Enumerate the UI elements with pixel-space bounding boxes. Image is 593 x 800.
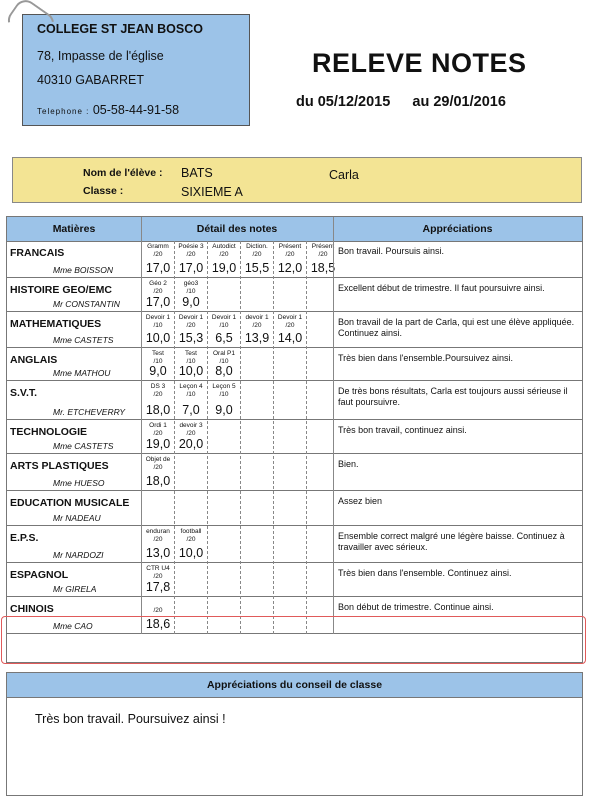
grade-scale: /20 <box>153 251 163 258</box>
table-row <box>7 278 582 312</box>
grade-label <box>143 599 173 615</box>
appreciation-text: Bien. <box>338 459 359 469</box>
teacher-name: Mr. ETCHEVERRY <box>53 407 126 417</box>
table-row <box>7 312 582 348</box>
grade-scale: /10 <box>219 391 229 398</box>
grade-scale: /20 <box>186 322 196 329</box>
table-row <box>7 381 582 420</box>
grade-value: 6,5 <box>215 331 233 345</box>
school-name: COLLEGE ST JEAN BOSCO <box>37 22 203 36</box>
page-title: RELEVE NOTES <box>312 48 527 78</box>
council-box <box>6 672 583 796</box>
header-subjects: Matières <box>52 223 96 235</box>
teacher-name: Mme HUESO <box>53 478 105 488</box>
grade-label-name: Présent <box>311 243 335 250</box>
table-row <box>7 420 582 454</box>
teacher-name: Mme CASTETS <box>53 441 114 451</box>
appreciation-text: Ensemble correct malgré une légère baisse. Continuez à travailler avec sérieux. <box>338 531 565 552</box>
grade-label <box>143 314 173 330</box>
grade-scale: /20 <box>186 430 196 437</box>
grade-label-name: devoir 3 <box>179 422 203 429</box>
grade-label-name: Devoir 1 <box>277 314 303 321</box>
grade-label <box>275 243 305 259</box>
teacher-name: Mr GIRELA <box>53 584 97 594</box>
phone-label: Telephone : <box>37 107 90 116</box>
grade-column-divider <box>240 241 241 634</box>
column-divider <box>141 217 142 634</box>
school-city: 40310 GABARRET <box>37 73 144 87</box>
subject-name: HISTOIRE GEO/EMC <box>10 284 112 296</box>
grade-scale: /10 <box>219 358 229 365</box>
subject-name: MATHEMATIQUES <box>10 318 102 330</box>
grade-label-name: Leçon 4 <box>179 383 203 390</box>
grade-value: 8,0 <box>215 364 233 378</box>
grade-label-name: Leçon 5 <box>212 383 236 390</box>
grade-value: 10,0 <box>178 546 204 560</box>
grade-value: 18,5 <box>310 261 336 275</box>
grade-label <box>176 314 206 330</box>
grade-column-divider <box>174 241 175 634</box>
grade-value: 17,0 <box>145 261 171 275</box>
grade-scale: /20 <box>153 288 163 295</box>
grade-scale: /20 <box>153 391 163 398</box>
grade-scale: /10 <box>153 322 163 329</box>
grade-value: 12,0 <box>277 261 303 275</box>
grade-column-divider <box>207 241 208 634</box>
subject-name: FRANCAIS <box>10 247 65 259</box>
grade-label-name: DS 3 <box>150 383 166 390</box>
council-text: Très bon travail. Poursuivez ainsi ! <box>35 712 226 726</box>
header-details: Détail des notes <box>196 223 278 235</box>
grade-label-name: enduran <box>146 528 170 535</box>
grade-value: 9,0 <box>215 403 233 417</box>
grade-value: 13,0 <box>145 546 171 560</box>
grade-label-name: Gramm <box>147 243 169 250</box>
grade-label <box>143 280 173 296</box>
grade-label-name: Test <box>152 350 164 357</box>
grade-label <box>176 280 206 296</box>
grades-table-header <box>7 217 582 242</box>
header-appreciations: Appréciations <box>422 223 493 235</box>
grade-label <box>209 383 239 399</box>
subject-name: EDUCATION MUSICALE <box>10 497 130 509</box>
period-from: du 05/12/2015 <box>296 94 391 110</box>
appreciation-text: Excellent début de trimestre. Il faut poursuivre ainsi. <box>338 283 545 293</box>
subject-name: ESPAGNOL <box>10 569 69 581</box>
grade-scale: /20 <box>318 251 328 258</box>
appreciation-text: Bon début de trimestre. Continue ainsi. <box>338 602 494 612</box>
grade-value: 15,5 <box>244 261 270 275</box>
grade-label-name: football <box>180 528 202 535</box>
grade-value: 10,0 <box>145 331 171 345</box>
appreciation-text: Bon travail. Poursuis ainsi. <box>338 246 445 256</box>
student-class-label: Classe : <box>83 185 124 197</box>
grade-label <box>143 383 173 399</box>
grade-scale: /20 <box>153 573 163 580</box>
grade-label-name: Présent <box>278 243 302 250</box>
teacher-name: Mr NADEAU <box>53 513 101 523</box>
subject-name: CHINOIS <box>10 603 54 615</box>
grade-scale: /20 <box>186 536 196 543</box>
column-divider <box>333 217 334 634</box>
grade-label-name: Oral P1 <box>212 350 236 357</box>
grade-scale: /20 <box>153 430 163 437</box>
table-row <box>7 491 582 526</box>
grade-label-name: Géo 2 <box>149 280 167 287</box>
grade-label <box>176 422 206 438</box>
grade-label-name: Devoir 1 <box>178 314 204 321</box>
grade-column-divider <box>306 241 307 634</box>
grade-scale: /10 <box>186 288 196 295</box>
grade-label <box>143 528 173 544</box>
teacher-name: Mme BOISSON <box>53 265 113 275</box>
grade-scale: /20 <box>153 607 163 614</box>
phone-number: 05-58-44-91-58 <box>92 103 180 117</box>
grade-label-name: Poésie 3 <box>178 243 204 250</box>
subject-name: TECHNOLOGIE <box>10 426 88 438</box>
appreciation-text: Très bon travail, continuez ainsi. <box>338 425 467 435</box>
appreciation-text: De très bons résultats, Carla est toujours aussi sérieuse il faut poursuivre. <box>338 386 568 407</box>
school-info-box <box>22 14 250 126</box>
subject-name: ANGLAIS <box>10 354 58 366</box>
grade-value: 18,0 <box>145 474 171 488</box>
table-row <box>7 526 582 563</box>
grade-label-name: géo3 <box>183 280 199 287</box>
appreciation-text: Bon travail de la part de Carla, qui est une élève appliquée. Continuez ainsi. <box>338 317 575 338</box>
teacher-name: Mr NARDOZI <box>53 550 104 560</box>
grade-label-name: Devoir 1 <box>211 314 237 321</box>
teacher-name: Mme CAO <box>53 621 93 631</box>
grade-label-name <box>143 599 173 607</box>
grade-label <box>143 243 173 259</box>
subject-name: E.P.S. <box>10 532 39 544</box>
grade-label-name: Objet de <box>145 456 171 463</box>
student-last-name: BATS <box>181 166 213 180</box>
table-row <box>7 563 582 597</box>
grade-value: 9,0 <box>182 295 200 309</box>
grades-table <box>6 216 583 663</box>
grade-value: 17,0 <box>145 295 171 309</box>
grade-value: 14,0 <box>277 331 303 345</box>
student-class: SIXIEME A <box>181 185 243 199</box>
student-info-box <box>12 157 582 203</box>
table-row <box>7 241 582 278</box>
appreciation-text: Très bien dans l'ensemble. Continuez ainsi. <box>338 568 512 578</box>
grade-label <box>176 383 206 399</box>
grade-label <box>143 565 173 581</box>
grade-label <box>143 456 173 472</box>
council-title: Appréciations du conseil de classe <box>7 673 582 698</box>
grade-label <box>209 314 239 330</box>
grade-value: 9,0 <box>149 364 167 378</box>
grade-scale: /20 <box>285 322 295 329</box>
school-phone-line <box>37 103 179 117</box>
grade-value: 13,9 <box>244 331 270 345</box>
grade-label <box>209 243 239 259</box>
highlight-box <box>1 616 586 664</box>
grade-value: 18,0 <box>145 403 171 417</box>
teacher-name: Mr CONSTANTIN <box>53 299 120 309</box>
grade-label-name: Devoir 1 <box>145 314 171 321</box>
period <box>296 94 506 110</box>
school-address: 78, Impasse de l'église <box>37 49 164 63</box>
grade-scale: /20 <box>285 251 295 258</box>
grade-label-name: Test <box>185 350 197 357</box>
grade-label-name: Autodict <box>212 243 236 250</box>
grade-scale: /20 <box>153 464 163 471</box>
grade-scale: /20 <box>186 251 196 258</box>
grade-scale: /10 <box>186 391 196 398</box>
grade-scale: /20 <box>153 536 163 543</box>
student-first-name: Carla <box>329 168 359 182</box>
teacher-name: Mme MATHOU <box>53 368 111 378</box>
grade-label-name: devoir 1 <box>245 314 269 321</box>
grade-label <box>242 243 272 259</box>
teacher-name: Mme CASTETS <box>53 335 114 345</box>
subject-name: ARTS PLASTIQUES <box>10 460 109 472</box>
grade-value: 10,0 <box>178 364 204 378</box>
grade-label <box>176 243 206 259</box>
table-row <box>7 454 582 491</box>
grade-label-name: CTR U4 <box>146 565 170 572</box>
subject-name: S.V.T. <box>10 387 38 399</box>
grade-value: 17,8 <box>145 580 171 594</box>
grade-column-divider <box>273 241 274 634</box>
appreciation-text: Assez bien <box>338 496 383 506</box>
appreciation-text: Très bien dans l'ensemble.Poursuivez ainsi. <box>338 353 513 363</box>
student-name-label: Nom de l'élève : <box>83 167 163 179</box>
grade-value: 19,0 <box>211 261 237 275</box>
grade-label <box>176 528 206 544</box>
grade-scale: /20 <box>252 322 262 329</box>
grade-label <box>143 422 173 438</box>
grade-scale: /10 <box>153 358 163 365</box>
grade-scale: /10 <box>219 322 229 329</box>
grade-label <box>275 314 305 330</box>
grade-scale: /10 <box>186 358 196 365</box>
grade-value: 15,3 <box>178 331 204 345</box>
grade-label <box>242 314 272 330</box>
grade-scale: /20 <box>252 251 262 258</box>
grade-label-name: Ordi 1 <box>149 422 167 429</box>
grade-value: 19,0 <box>145 437 171 451</box>
grade-value: 18,6 <box>145 617 171 631</box>
grade-value: 17,0 <box>178 261 204 275</box>
grade-label-name: Diction. <box>246 243 268 250</box>
table-row <box>7 348 582 381</box>
grade-value: 7,0 <box>182 403 200 417</box>
period-to: au 29/01/2016 <box>412 94 506 110</box>
grade-scale: /20 <box>219 251 229 258</box>
grade-value: 20,0 <box>178 437 204 451</box>
